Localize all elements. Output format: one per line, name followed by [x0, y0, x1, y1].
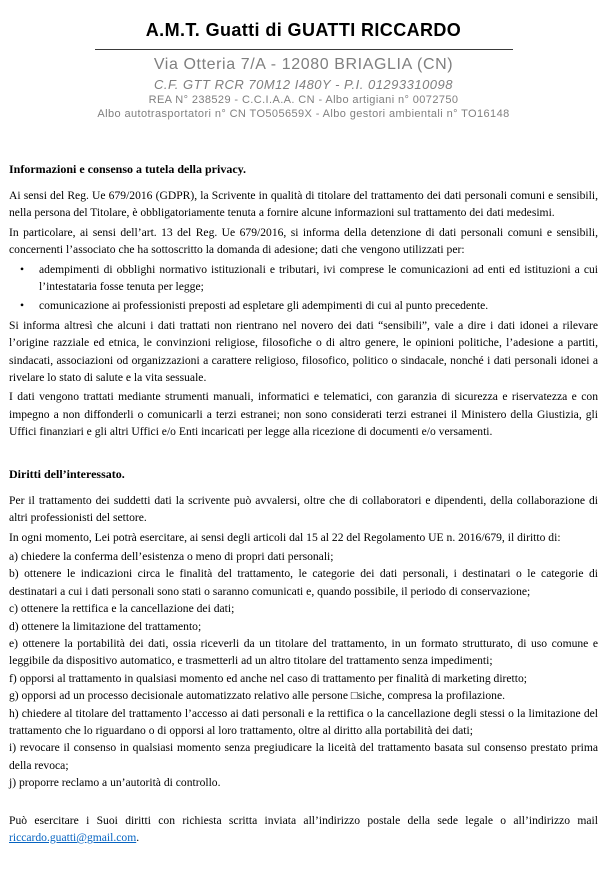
rights-item-a: a) chiedere la conferma dell’esistenza o meno di propri dati personali; [9, 549, 334, 563]
bullet-icon: • [20, 299, 25, 313]
rights-item-g: g) opporsi ad un processo decisionale automatizzato relativo alle persone □siche, compresa la profilazione. [9, 689, 506, 703]
list-item-text: comunicazione ai professionisti preposti ad espletare gli adempimenti di cui al punto precedente. [39, 299, 489, 313]
email-link[interactable]: riccardo.guatti@gmail.com [9, 831, 137, 844]
rights-item-h: h) chiedere al titolare del trattamento l’accesso ai dati personali e la rettifica o la cancellazione degli stessi o la limitazione del trattamento che lo riguardano o di opporsi al loro trattamento, oltre al diritto alla portabilità dei dati; [9, 706, 598, 737]
paragraph: In ogni momento, Lei potrà esercitare, ai sensi degli articoli dal 15 al 22 del Regolamento UE n. 2016/679, il diritto di: [9, 530, 561, 544]
list-item [9, 261, 598, 296]
contact-footer [9, 812, 598, 847]
paragraph: Per il trattamento dei suddetti dati la scrivente può avvalersi, oltre che di collaboratori e dipendenti, della collaborazione di altri professionisti del settore. [9, 493, 598, 525]
company-albo: Albo autotrasportatori n° CN TO505659X - Albo gestori ambientali n° TO16148 [97, 108, 510, 120]
paragraph: In particolare, ai sensi dell’art. 13 del Reg. Ue 679/2016, si informa della detenzione di dati personali comuni e sensibili, concernenti l’associato che ha sottoscritto la domanda di adesione; dati che vengono utilizzati per: [9, 225, 598, 257]
rights-section [9, 467, 598, 792]
header-divider [95, 49, 513, 50]
rights-item-f: f) opporsi al trattamento in qualsiasi momento ed anche nel caso di trattamento per finalità di marketing diretto; [9, 671, 528, 685]
list-item-text: adempimenti di obblighi normativo istituzionali e tributari, ivi comprese le comunicazioni ad enti ed istituzioni a cui l’intestataria fosse tenuta per legge; [39, 262, 598, 294]
privacy-section [9, 162, 598, 441]
rights-item-e: e) ottenere la portabilità dei dati, ossia riceverli da un titolare del trattamento, in un formato strutturato, di uso comune e leggibile da dispositivo automatico, e trasmetterli ad un altro titolare del trattamento senza impedimenti; [9, 636, 598, 668]
company-address: Via Otteria 7/A - 12080 BRIAGLIA (CN) [153, 56, 454, 73]
privacy-section-title: Informazioni e consenso a tutela della privacy. [9, 162, 246, 176]
company-fiscal-codes: C.F. GTT RCR 70M12 I480Y - P.I. 01293310098 [154, 77, 453, 92]
rights-section-title: Diritti dell’interessato. [9, 466, 125, 481]
company-rea: REA N° 238529 - C.C.I.A.A. CN - Albo artigiani n° 0072750 [148, 94, 459, 106]
paragraph: Ai sensi del Reg. Ue 679/2016 (GDPR), la Scrivente in qualità di titolare del trattamento dei dati personali comuni e sensibili, nella persona del Titolare, è obbligatoriamente tenuta a fornire alcune informazioni sul trattamento dei dati medesimi. [9, 189, 598, 220]
list-item [9, 297, 598, 314]
bullet-icon: • [20, 262, 25, 276]
footer-period: . [136, 831, 140, 844]
document-body [9, 162, 598, 846]
paragraph: Si informa altresì che alcuni i dati trattati non rientrano nel novero dei dati “sensibili”, vale a dire i dati idonei a rilevare l’origine razziale ed etnica, le convinzioni religiose, filosofiche o di altro genere, le opinioni politiche, l’adesione a partiti, sindacati, associazioni od organizzazioni a carattere religioso, filosofico, politico o sindacale, nonché i dati personali idonei a rivelare lo stato di salute e la vita sessuale. [9, 318, 598, 385]
footer-text: Può esercitare i Suoi diritti con richiesta scritta inviata all’indirizzo postale della sede legale o all’indirizzo mail [9, 813, 598, 827]
rights-item-c: c) ottenere la rettifica e la cancellazione dei dati; [9, 602, 235, 616]
paragraph: I dati vengono trattati mediante strumenti manuali, informatici e telematici, con garanzia di sicurezza e riservatezza e con impegno a non diffonderli o comunicarli a terzi estranei; non sono considerati terzi estranei il Ministero della Giustizia, gli Uffici finanziari e gli altri Uffici e/o Enti incaricati per legge alla ricezione di documenti e/o versamenti. [9, 390, 598, 439]
footer-email-line [9, 829, 598, 846]
company-name: A.M.T. Guatti di GUATTI RICCARDO [145, 20, 462, 40]
rights-item-j: j) proporre reclamo a un’autorità di controllo. [9, 776, 221, 790]
purpose-bullet-list [9, 261, 598, 315]
letterhead [9, 20, 598, 120]
rights-item-d: d) ottenere la limitazione del trattamento; [9, 619, 202, 633]
rights-item-b: b) ottenere le indicazioni circa le finalità del trattamento, le categorie dei dati personali, i destinatari o le categorie di destinatari a cui i dati personali sono stati o saranno comunicati e, quando possibile, il periodo di conservazione; [9, 567, 598, 598]
rights-item-i: i) revocare il consenso in qualsiasi momento senza pregiudicare la liceità del trattamento basata sul consenso prestato prima della revoca; [9, 741, 598, 772]
